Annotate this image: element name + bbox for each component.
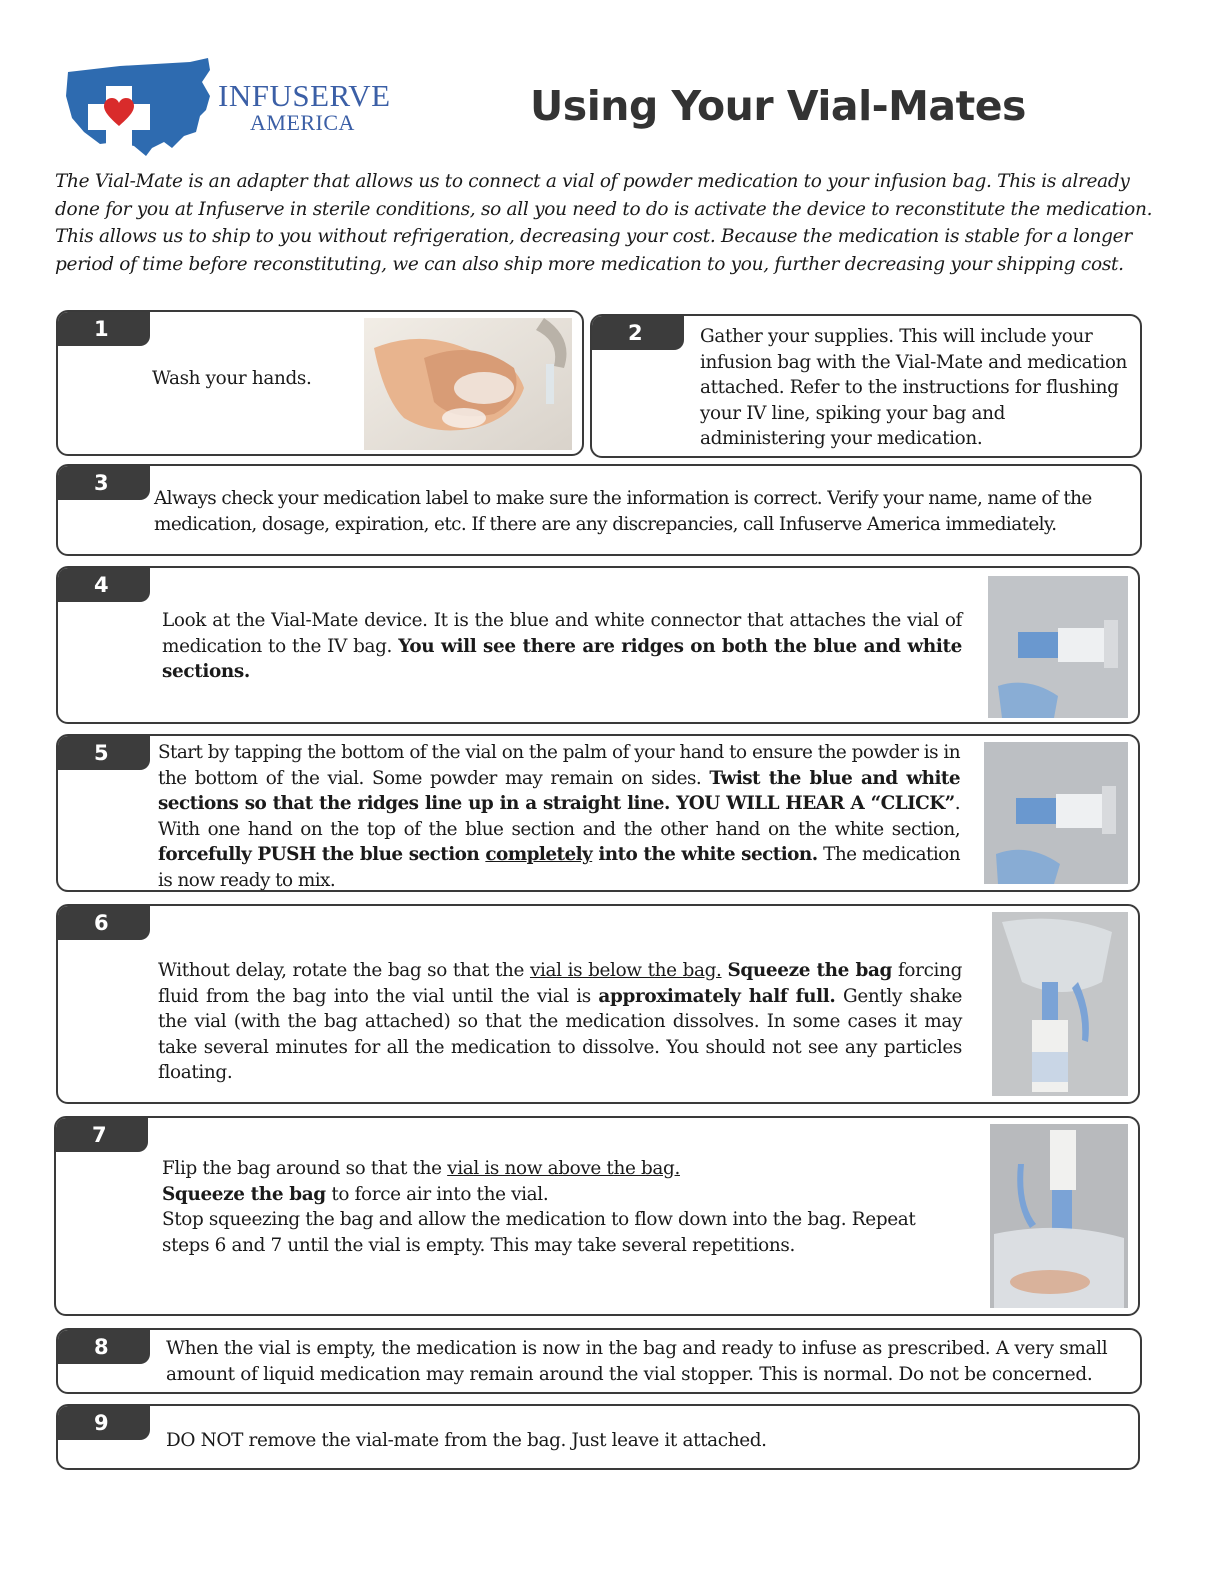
step-text-bold: approximately half full. [598,985,836,1007]
step-text [158,958,962,1086]
step-text-part: Without delay, rotate the bag so that the [158,960,530,981]
step-text-underline: vial is now above the bag. [447,1158,680,1179]
step-text-part: forcing fluid from the bag into the vial until the vial is [158,960,962,1007]
logo-text-infuserve: INFUSERVE [218,78,391,113]
step-number: 9 [58,1406,150,1440]
vial-mate-twist-photo [984,742,1128,884]
step-6-box [56,904,1140,1104]
step-number: 2 [592,316,684,350]
logo-text-america: AMERICA [250,110,355,135]
step-text-part: The medication is now ready to mix. [158,844,960,891]
step-number: 7 [56,1118,148,1152]
step-text-part: Flip the bag around so that the [162,1158,448,1179]
step-text: Wash your hands. [152,368,312,389]
step-number: 1 [58,312,150,346]
step-number: 8 [58,1330,150,1364]
step-number: 5 [58,736,150,770]
step-8-box [56,1328,1142,1394]
step-1-box [56,310,584,456]
step-text-underline: completely [485,844,593,866]
washing-hands-photo [364,318,572,450]
step-text: Gather your supplies. This will include your infusion bag with the Vial-Mate and medication attached. Refer to the instructions for flushing your IV line, spiking your bag and administering your medication. [700,326,1128,450]
step-text: DO NOT remove the vial-mate from the bag. Just leave it attached. [166,1430,767,1451]
step-text [162,1156,952,1258]
step-text-part: . With one hand on the top of the blue section and the other hand on the white section, [158,793,960,840]
step-text-part: Look at the Vial-Mate device. It is the blue and white connector that attaches the vial of medication to the IV bag. [162,610,962,657]
step-text-bold: into the white section. [592,844,818,866]
step-number: 4 [58,568,150,602]
step-text-bold: Squeeze the bag [727,960,893,981]
step-text: When the vial is empty, the medication is now in the bag and ready to infuse as prescribed. A very small amount of liquid medication may remain around the vial stopper. This is normal. Do not be concerned. [166,1338,1108,1385]
step-text-line: Stop squeezing the bag and allow the medication to flow down into the bag. Repeat steps 6 and 7 until the vial is empty. This may take several repetitions. [162,1209,916,1256]
step-text-part: to force air into the vial. [325,1183,549,1205]
vial-above-bag-photo [990,1124,1128,1308]
step-text-underline: vial is below the bag. [529,960,722,981]
step-text-part: Start by tapping the bottom of the vial on the palm of your hand to ensure the powder is in the bottom of the vial. Some powder may remain on sides. [158,742,960,789]
step-3-box [56,464,1142,556]
step-7-box [54,1116,1140,1316]
step-number: 6 [58,906,150,940]
step-text-bold: Twist the blue and white sections so that the ridges line up in a straight line. YOU WILL HEAR A “CLICK” [158,767,960,815]
step-text-line [162,1182,952,1208]
vial-mate-device-photo [988,576,1128,718]
step-text [162,608,962,685]
page-title: Using Your Vial-Mates [530,82,1026,130]
step-5-box [56,734,1140,892]
step-text: Always check your medication label to make sure the information is correct. Verify your name, name of the medication, dosage, expiration, etc. If there are any discrepancies, call Infuserve America immediately. [154,488,1092,535]
step-text-bold: Squeeze the bag [162,1183,326,1205]
step-text-part: Gently shake the vial (with the bag attached) so that the medication dissolves. In some cases it may take several minutes for all the medication to dissolve. You should not see any particles floating. [158,985,963,1084]
vial-below-bag-photo [992,912,1128,1096]
step-text [158,740,960,894]
step-2-box [590,314,1142,458]
step-text-line [162,1156,952,1182]
step-text-bold: forcefully PUSH the blue section [158,844,486,866]
intro-paragraph: The Vial-Mate is an adapter that allows us to connect a vial of powder medication to your infusion bag. This is already done for you at Infuserve in sterile conditions, so all you need to do is activate the device to reconstitute the medication. This allows us to ship to you without refrigeration, decreasing your cost. Because the medication is stable for a longer period of time before reconstituting, we can also ship more medication to you, further decreasing your shipping cost. [55,171,1153,275]
step-text-bold: You will see there are ridges on both the blue and white sections. [162,635,962,683]
step-number: 3 [58,466,150,500]
step-9-box [56,1404,1140,1470]
step-4-box [56,566,1140,724]
